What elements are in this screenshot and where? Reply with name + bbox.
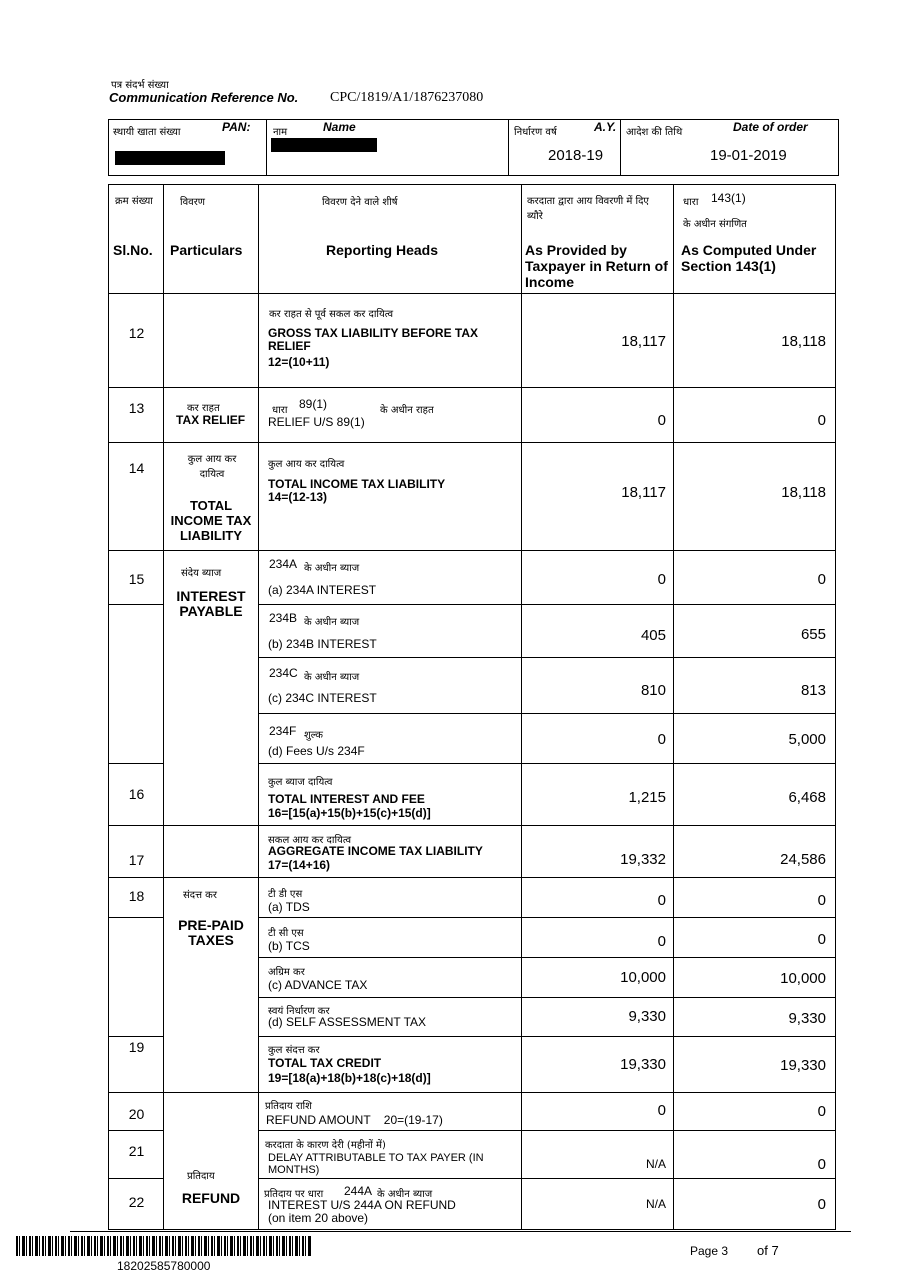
row19-formula: 19=[18(a)+18(b)+18(c)+18(d)] <box>268 1071 431 1085</box>
row15d-computed: 5,000 <box>788 731 826 748</box>
row19-computed: 19,330 <box>780 1057 826 1074</box>
row14-computed: 18,118 <box>781 484 826 501</box>
row15b-code: 234B <box>269 611 298 625</box>
row15a-computed: 0 <box>817 571 826 588</box>
row22-part: REFUND <box>181 1190 241 1206</box>
row15-part-hindi: संदेय ब्याज <box>181 568 222 579</box>
th-reporting-hindi: विवरण देने वाले शीर्ष <box>322 197 398 208</box>
row15c-code: 234C <box>269 666 298 680</box>
barcode <box>16 1236 312 1256</box>
row14-part: TOTAL INCOME TAX LIABILITY <box>170 498 252 543</box>
row15c-provided: 810 <box>640 682 666 699</box>
row12-sl: 12 <box>128 325 145 341</box>
row16-provided: 1,215 <box>628 789 666 806</box>
row17-head: AGGREGATE INCOME TAX LIABILITY <box>268 844 483 858</box>
row17-computed: 24,586 <box>780 851 826 868</box>
row19-hindi: कुल संदत्त कर <box>268 1045 320 1056</box>
ay-label: A.Y. <box>594 120 617 134</box>
row22-hindi-b: के अधीन ब्याज <box>377 1189 433 1200</box>
row15b-computed: 655 <box>800 626 826 643</box>
row14-head: TOTAL INCOME TAX LIABILITY <box>268 477 446 491</box>
row15d-hindi: शुल्क <box>304 730 323 741</box>
row18c-hindi: अग्रिम कर <box>268 967 305 978</box>
pan-redaction <box>115 151 225 165</box>
row15d-head: (d) Fees U/s 234F <box>268 744 365 758</box>
pan-label: PAN: <box>222 120 251 134</box>
name-redaction <box>271 138 377 152</box>
th-computed-hindi-2: के अधीन संगणित <box>683 219 747 230</box>
th-provided-hindi: करदाता द्वारा आय विवरणी में दिए ब्यौरे <box>527 196 649 222</box>
row18-sl: 18 <box>128 888 145 904</box>
row15c-computed: 813 <box>800 682 826 699</box>
ay-hindi: निर्धारण वर्ष <box>514 127 557 138</box>
row13-section: 89(1) <box>299 397 328 411</box>
row15d-provided: 0 <box>657 731 666 748</box>
th-computed-section: 143(1) <box>711 191 746 205</box>
row14-hindi: कुल आय कर दायित्व <box>268 459 345 470</box>
row13-part-hindi: कर राहत <box>187 403 220 414</box>
order-date-hindi: आदेश की तिथि <box>626 127 683 138</box>
row21-hindi: करदाता के कारण देरी (महीनों में) <box>265 1140 386 1151</box>
row16-hindi: कुल ब्याज दायित्व <box>268 777 333 788</box>
row15d-code: 234F <box>269 724 297 738</box>
th-particulars-hindi: विवरण <box>180 197 206 208</box>
row12-head: GROSS TAX LIABILITY BEFORE TAX RELIEF <box>268 326 479 353</box>
row20-hindi: प्रतिदाय राशि <box>265 1101 312 1112</box>
row14-sl: 14 <box>128 460 145 476</box>
comm-ref-hindi: पत्र संदर्भ संख्या <box>111 80 169 91</box>
ay-value: 2018-19 <box>548 147 604 164</box>
row22-computed: 0 <box>817 1196 826 1213</box>
row17-provided: 19,332 <box>620 851 666 868</box>
th-computed-hindi-1: धारा <box>683 197 699 208</box>
row13-sl: 13 <box>128 400 145 416</box>
row15c-hindi: के अधीन ब्याज <box>304 672 360 683</box>
row18a-computed: 0 <box>817 892 826 909</box>
row16-sl: 16 <box>128 786 145 802</box>
row19-head: TOTAL TAX CREDIT <box>268 1056 382 1070</box>
row21-sl: 21 <box>128 1143 145 1159</box>
row18c-provided: 10,000 <box>620 969 666 986</box>
row15a-hindi: के अधीन ब्याज <box>304 563 360 574</box>
row18c-computed: 10,000 <box>780 970 826 987</box>
row15b-head: (b) 234B INTEREST <box>268 637 377 651</box>
th-sl-hindi: क्रम संख्या <box>115 196 153 207</box>
row18d-computed: 9,330 <box>788 1010 826 1027</box>
row16-head: TOTAL INTEREST AND FEE <box>268 792 425 806</box>
page-total: of 7 <box>757 1243 779 1258</box>
row13-hindi-b: के अधीन राहत <box>380 405 434 416</box>
row15-sl: 15 <box>128 571 145 587</box>
barcode-number: 18202585780000 <box>117 1259 211 1273</box>
row14-formula: 14=(12-13) <box>268 490 328 504</box>
name-hindi: नाम <box>273 127 288 138</box>
row22-hindi-a: प्रतिदाय पर धारा <box>264 1189 324 1200</box>
row18c-head: (c) ADVANCE TAX <box>268 978 368 992</box>
row18b-head: (b) TCS <box>268 939 310 953</box>
row17-formula: 17=(14+16) <box>268 858 331 872</box>
footer-rule <box>70 1231 851 1232</box>
row18a-hindi: टी डी एस <box>268 889 303 900</box>
row20-head: REFUND AMOUNT 20=(19-17) <box>266 1113 443 1127</box>
row22-part-hindi: प्रतिदाय <box>187 1171 215 1182</box>
row12-computed: 18,118 <box>781 333 826 350</box>
row16-formula: 16=[15(a)+15(b)+15(c)+15(d)] <box>268 806 431 820</box>
row15-part: INTEREST PAYABLE <box>176 588 246 619</box>
order-date-label: Date of order <box>733 120 808 134</box>
row18b-provided: 0 <box>657 933 666 950</box>
order-date-value: 19-01-2019 <box>710 147 787 164</box>
row18d-provided: 9,330 <box>628 1008 666 1025</box>
row15b-hindi: के अधीन ब्याज <box>304 617 360 628</box>
row15c-head: (c) 234C INTEREST <box>268 691 377 705</box>
pan-hindi: स्थायी खाता संख्या <box>113 127 181 138</box>
row18d-head: (d) SELF ASSESSMENT TAX <box>268 1015 427 1029</box>
comm-ref-value: CPC/1819/A1/1876237080 <box>330 90 484 105</box>
row12-hindi: कर राहत से पूर्व सकल कर दायित्व <box>269 309 394 320</box>
row15a-provided: 0 <box>657 571 666 588</box>
row20-sl: 20 <box>128 1106 145 1122</box>
row21-provided: N/A <box>645 1157 666 1171</box>
row13-computed: 0 <box>817 412 826 429</box>
row21-head: DELAY ATTRIBUTABLE TO TAX PAYER (IN MONTHS) <box>268 1152 484 1176</box>
th-provided: As Provided by Taxpayer in Return of Income <box>525 242 668 290</box>
row18a-provided: 0 <box>657 892 666 909</box>
th-reporting: Reporting Heads <box>326 242 439 258</box>
row22-head-2: (on item 20 above) <box>268 1211 369 1225</box>
th-computed: As Computed Under Section 143(1) <box>681 242 817 274</box>
row19-sl: 19 <box>128 1039 145 1055</box>
row15a-head: (a) 234A INTEREST <box>268 583 377 597</box>
row20-provided: 0 <box>657 1102 666 1119</box>
row17-sl: 17 <box>128 852 145 868</box>
row21-computed: 0 <box>817 1156 826 1173</box>
row20-computed: 0 <box>817 1103 826 1120</box>
comm-ref-label: Communication Reference No. <box>109 90 299 105</box>
th-particulars: Particulars <box>170 242 243 258</box>
name-label: Name <box>323 120 356 134</box>
row18-part: PRE-PAID TAXES <box>178 917 244 948</box>
row13-head: RELIEF U/S 89(1) <box>268 415 365 429</box>
page-number: Page 3 <box>690 1244 729 1258</box>
row22-sl: 22 <box>128 1194 145 1210</box>
row18a-head: (a) TDS <box>268 900 310 914</box>
th-sl: Sl.No. <box>113 242 153 258</box>
row12-provided: 18,117 <box>621 333 666 350</box>
row22-provided: N/A <box>645 1197 666 1211</box>
row18b-computed: 0 <box>817 931 826 948</box>
row15b-provided: 405 <box>640 627 666 644</box>
row22-head: INTEREST U/S 244A ON REFUND <box>268 1198 456 1212</box>
row18-part-hindi: संदत्त कर <box>183 890 217 901</box>
row19-provided: 19,330 <box>620 1056 666 1073</box>
row13-hindi-a: धारा <box>272 405 288 416</box>
row12-formula: 12=(10+11) <box>268 355 330 369</box>
row22-section: 244A <box>344 1184 373 1198</box>
row18b-hindi: टी सी एस <box>268 928 304 939</box>
row14-part-hindi: कुल आय कर दायित्व <box>187 454 237 480</box>
row13-provided: 0 <box>657 412 666 429</box>
row15a-code: 234A <box>269 557 298 571</box>
row16-computed: 6,468 <box>788 789 826 806</box>
row14-provided: 18,117 <box>621 484 666 501</box>
row13-part: TAX RELIEF <box>176 413 246 427</box>
row17-hindi: सकल आय कर दायित्व <box>268 835 352 846</box>
row18d-hindi: स्वयं निर्धारण कर <box>268 1006 330 1017</box>
